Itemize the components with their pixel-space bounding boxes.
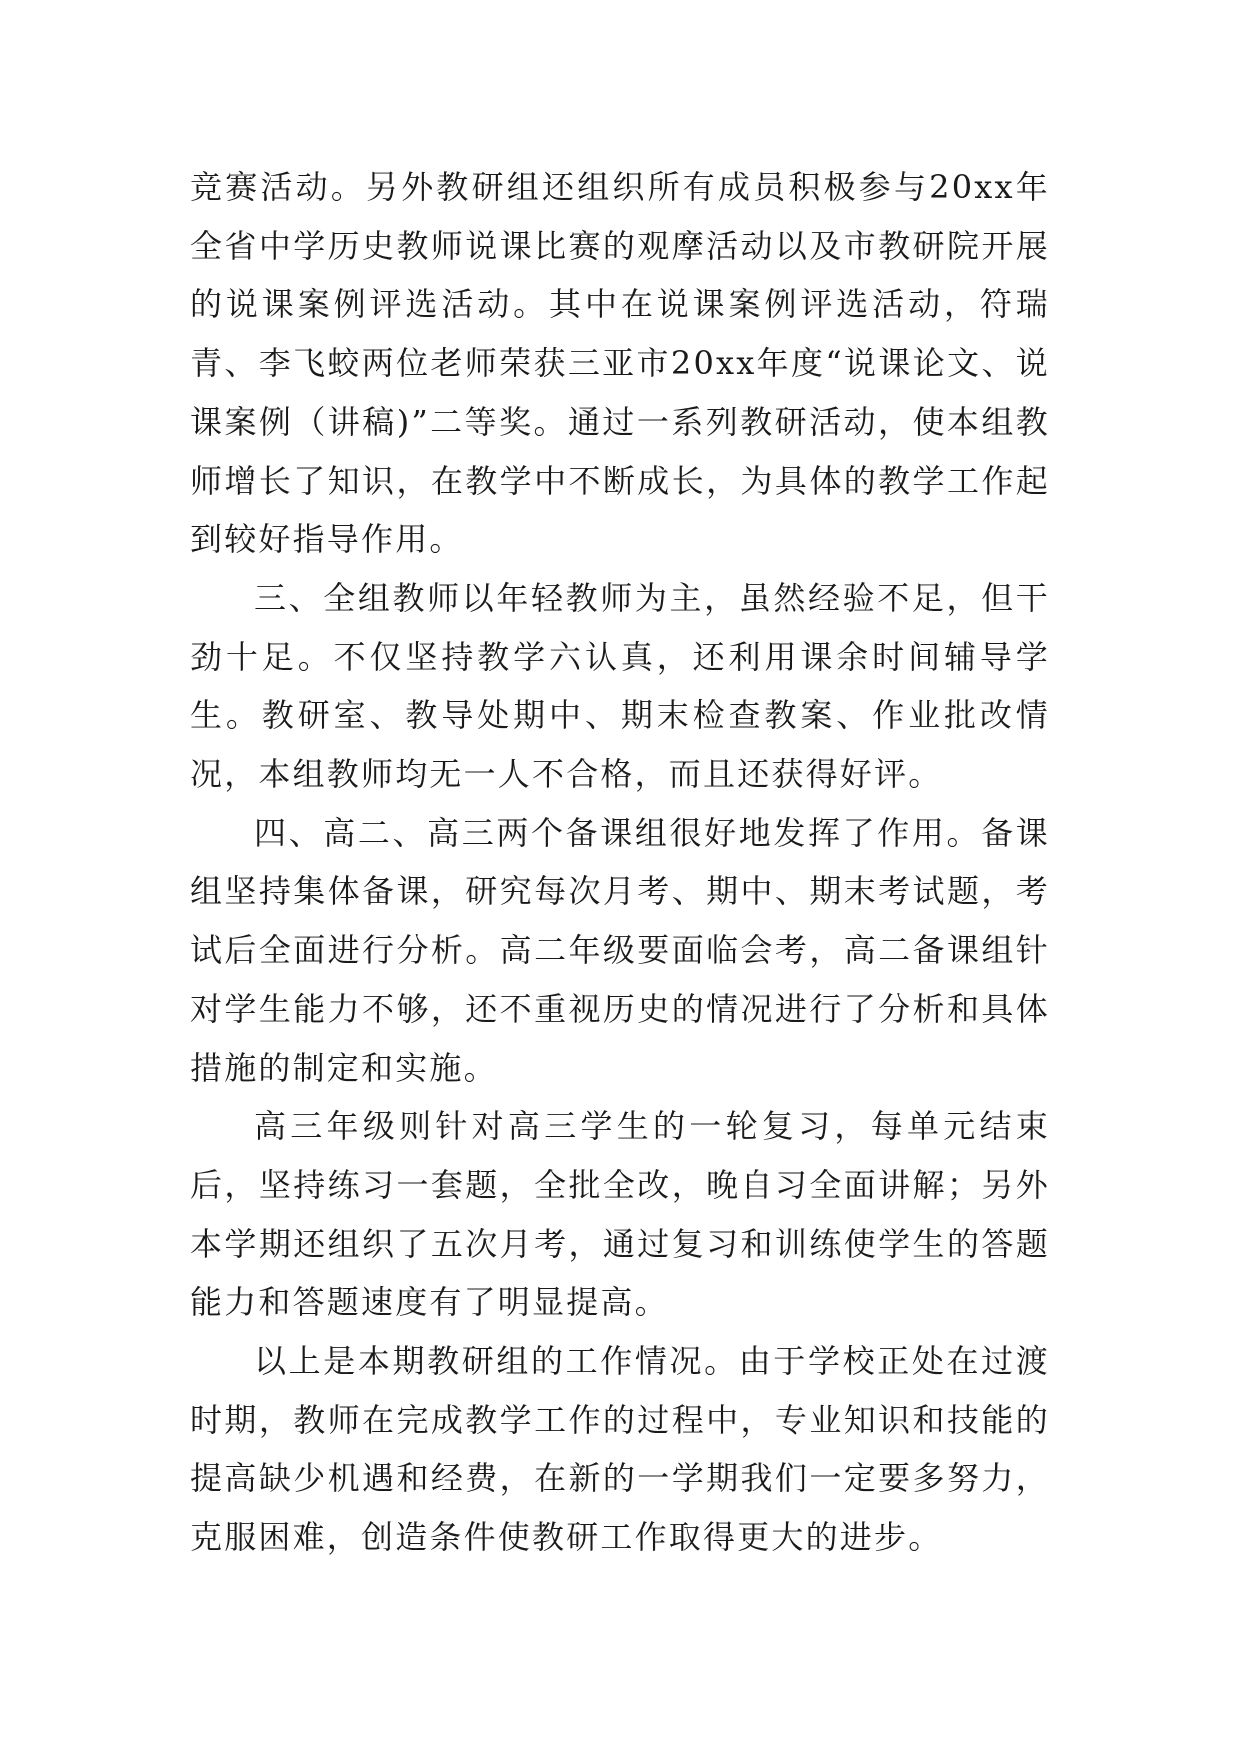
paragraph-5: 以上是本期教研组的工作情况。由于学校正处在过渡时期，教师在完成教学工作的过程中，专业知识和技能的提高缺少机遇和经费，在新的一学期我们一定要多努力，克服困难，创造条件使教研工作取得更大的进步。 xyxy=(190,1342,1050,1557)
paragraph-2: 三、全组教师以年轻教师为主，虽然经验不足，但干劲十足。不仅坚持教学六认真，还利用课余时间辅导学生。教研室、教导处期中、期末检查教案、作业批改情况，本组教师均无一人不合格，而且还获得好评。 xyxy=(190,578,1050,794)
paragraph-3: 四、高二、高三两个备课组很好地发挥了作用。备课组坚持集体备课，研究每次月考、期中、期末考试题，考试后全面进行分析。高二年级要面临会考，高二备课组针对学生能力不够，还不重视历史的情况进行了分析和具体措施的制定和实施。 xyxy=(190,813,1050,1087)
paragraph-1: 竞赛活动。另外教研组还组织所有成员积极参与20xx年全省中学历史教师说课比赛的观摩活动以及市教研院开展的说课案例评选活动。其中在说课案例评选活动，符瑞青、李飞蛟两位老师荣获三亚市20xx年度“说课论文、说课案例（讲稿)”二等奖。通过一系列教研活动，使本组教师增长了知识，在教学中不断成长，为具体的教学工作起到较好指导作用。 xyxy=(190,168,1050,559)
document-body xyxy=(190,158,1050,1567)
paragraph-4: 高三年级则针对高三学生的一轮复习，每单元结束后，坚持练习一套题，全批全改，晚自习全面讲解；另外本学期还组织了五次月考，通过复习和训练使学生的答题能力和答题速度有了明显提高。 xyxy=(190,1107,1050,1322)
